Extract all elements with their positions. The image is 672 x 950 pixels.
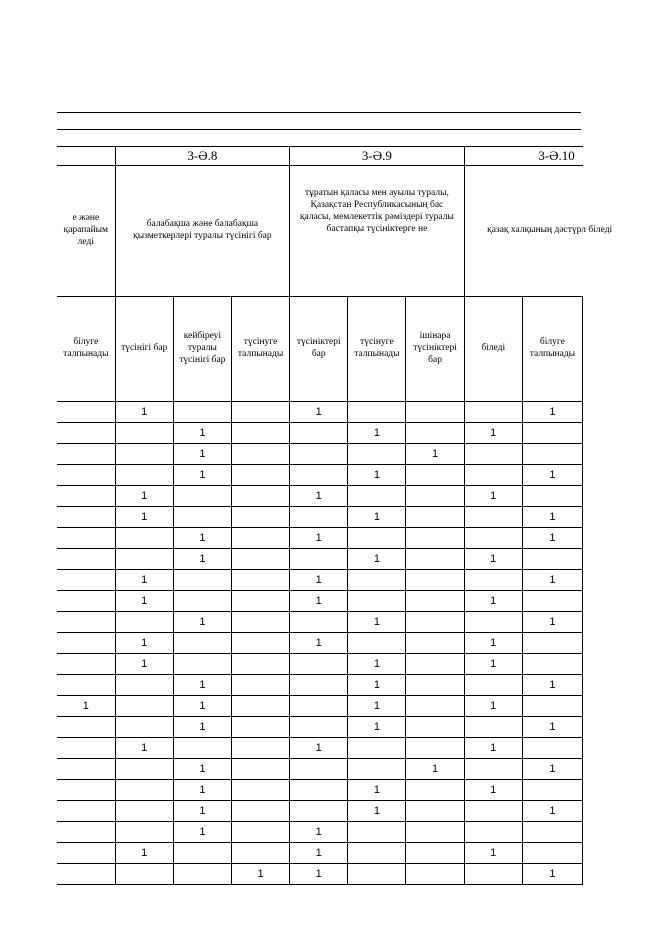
table-cell: 1: [348, 549, 406, 570]
table-cell: [406, 612, 464, 633]
topic-partial-line-2: қарапайым: [63, 225, 109, 236]
assessment-table: [57, 146, 613, 885]
table-cell: [115, 822, 173, 843]
table-cell: 1: [173, 822, 231, 843]
table-cell: [231, 465, 289, 486]
table-cell: [348, 528, 406, 549]
table-cell: [231, 822, 289, 843]
table-cell: 1: [348, 423, 406, 444]
table-cell: 1: [290, 528, 348, 549]
table-cell: [522, 423, 582, 444]
table-cell: [348, 486, 406, 507]
subheader-5: түсінуге талпынады: [348, 297, 406, 402]
table-cell: [115, 696, 173, 717]
code-cell-partial: [57, 147, 115, 166]
table-row: [57, 402, 583, 423]
table-cell: [464, 528, 522, 549]
table-cell: 1: [115, 486, 173, 507]
table-cell: [406, 486, 464, 507]
table-cell: 1: [348, 717, 406, 738]
table-cell: [406, 549, 464, 570]
table-row: [57, 654, 583, 675]
table-cell: [57, 738, 115, 759]
table-cell: [231, 780, 289, 801]
table-row: [57, 717, 583, 738]
table-cell: [522, 486, 582, 507]
table-cell: 1: [522, 612, 582, 633]
table-cell: [348, 738, 406, 759]
subheader-6: ішінара түсініктері бар: [406, 297, 464, 402]
table-cell: 1: [348, 612, 406, 633]
table-cell: [522, 843, 582, 864]
table-cell: [290, 507, 348, 528]
code-row: [57, 147, 583, 166]
table-cell: [231, 528, 289, 549]
table-cell: 1: [290, 738, 348, 759]
table-cell: [57, 486, 115, 507]
table-cell: [57, 444, 115, 465]
table-row: [57, 759, 583, 780]
table-cell: 1: [115, 402, 173, 423]
table-cell: 1: [348, 654, 406, 675]
table-cell: 1: [522, 801, 582, 822]
table-cell: 1: [464, 843, 522, 864]
topic-3a10: [464, 166, 613, 297]
table-cell: 1: [115, 843, 173, 864]
table-cell: 1: [115, 633, 173, 654]
table-cell: [115, 864, 173, 885]
subheader-row: [57, 297, 583, 402]
topic-3a8-text: балабақша және балабақша қызметкерлері туралы түсінігі бар: [133, 219, 272, 241]
table-cell: [57, 402, 115, 423]
table-cell: [173, 507, 231, 528]
table-cell: 1: [348, 465, 406, 486]
topic-row: [57, 166, 583, 297]
table-row: [57, 675, 583, 696]
table-row: [57, 801, 583, 822]
topic-partial-line-3: леді: [77, 236, 94, 247]
topic-3a9: [290, 166, 465, 297]
table-cell: [115, 549, 173, 570]
table-row: [57, 444, 583, 465]
table-cell: [115, 759, 173, 780]
table-cell: 1: [173, 444, 231, 465]
table-row: [57, 486, 583, 507]
table-cell: [57, 591, 115, 612]
table-cell: 1: [290, 486, 348, 507]
table-cell: 1: [464, 780, 522, 801]
table-cell: [464, 612, 522, 633]
table-cell: [57, 801, 115, 822]
table-cell: [231, 423, 289, 444]
table-cell: [290, 696, 348, 717]
table-cell: [57, 780, 115, 801]
table-cell: [406, 696, 464, 717]
table-row: [57, 507, 583, 528]
table-cell: 1: [57, 696, 115, 717]
table-cell: [464, 675, 522, 696]
table-cell: [231, 717, 289, 738]
table-cell: [522, 738, 582, 759]
table-cell: [406, 465, 464, 486]
table-cell: 1: [464, 549, 522, 570]
table-cell: [173, 633, 231, 654]
table-cell: 1: [115, 591, 173, 612]
table-cell: 1: [522, 675, 582, 696]
table-cell: 1: [173, 675, 231, 696]
table-cell: 1: [522, 507, 582, 528]
table-cell: 1: [406, 759, 464, 780]
table-cell: [173, 591, 231, 612]
table-cell: [406, 570, 464, 591]
table-cell: 1: [406, 444, 464, 465]
table-cell: [406, 528, 464, 549]
table-cell: [290, 612, 348, 633]
table-cell: [57, 549, 115, 570]
table-cell: [173, 738, 231, 759]
code-3a10: [464, 147, 582, 166]
table-cell: [290, 549, 348, 570]
table-cell: [406, 654, 464, 675]
table-cell: [348, 444, 406, 465]
table-row: [57, 843, 583, 864]
table-cell: [348, 591, 406, 612]
table-cell: [290, 780, 348, 801]
table-cell: [522, 822, 582, 843]
table-cell: 1: [522, 465, 582, 486]
table-cell: [406, 675, 464, 696]
subheader-7: біледі: [464, 297, 522, 402]
table-cell: 1: [290, 843, 348, 864]
subheader-8: білуге талпынады: [522, 297, 582, 402]
table-cell: [115, 528, 173, 549]
table-cell: [231, 444, 289, 465]
table-cell: 1: [464, 591, 522, 612]
table-cell: [231, 675, 289, 696]
subheader-0: білуге талпынады: [57, 297, 115, 402]
table-cell: [231, 507, 289, 528]
table-cell: [406, 822, 464, 843]
table-row: [57, 549, 583, 570]
subheader-4: түсініктері бар: [290, 297, 348, 402]
topic-3a9-text: тұратын қаласы мен ауылы туралы, Қазақстан Республикасының бас қаласы, мемлекеттік рәміздері туралы бастапқы түсініктерге не: [299, 188, 454, 234]
table-cell: 1: [173, 759, 231, 780]
table-cell: 1: [115, 570, 173, 591]
table-cell: 1: [348, 696, 406, 717]
table-cell: 1: [348, 507, 406, 528]
table-cell: [522, 549, 582, 570]
table-cell: 1: [290, 864, 348, 885]
table-cell: 1: [173, 801, 231, 822]
table-cell: [464, 507, 522, 528]
table-cell: [231, 402, 289, 423]
table-cell: [406, 423, 464, 444]
table-cell: [173, 402, 231, 423]
table-row: [57, 822, 583, 843]
table-cell: [464, 717, 522, 738]
table-cell: [406, 507, 464, 528]
table-cell: [348, 759, 406, 780]
table-cell: [522, 591, 582, 612]
table-cell: 1: [464, 423, 522, 444]
table-cell: [290, 423, 348, 444]
table-cell: [406, 864, 464, 885]
table-cell: [231, 843, 289, 864]
table-cell: 1: [464, 738, 522, 759]
table-row: [57, 696, 583, 717]
table-cell: [464, 570, 522, 591]
table-cell: 1: [115, 507, 173, 528]
table-cell: 1: [173, 423, 231, 444]
table-cell: [464, 465, 522, 486]
table-cell: [290, 465, 348, 486]
table-row: [57, 591, 583, 612]
table-cell: [464, 444, 522, 465]
table-cell: 1: [173, 549, 231, 570]
table-cell: [173, 570, 231, 591]
table-cell: 1: [290, 570, 348, 591]
table-cell: [406, 843, 464, 864]
table-row: [57, 465, 583, 486]
table-cell: [115, 780, 173, 801]
table-cell: 1: [115, 654, 173, 675]
table-cell: [231, 591, 289, 612]
topic-partial-line-1: е және: [72, 213, 100, 224]
table-cell: [290, 801, 348, 822]
table-cell: [290, 654, 348, 675]
table-cell: 1: [348, 675, 406, 696]
table-cell: [348, 822, 406, 843]
table-cell: [406, 801, 464, 822]
table-cell: [522, 444, 582, 465]
topic-3a8: [115, 166, 290, 297]
table-cell: [173, 843, 231, 864]
table-row: [57, 738, 583, 759]
table-cell: [231, 633, 289, 654]
table-cell: [231, 801, 289, 822]
table-cell: [57, 612, 115, 633]
table-cell: 1: [522, 528, 582, 549]
table-cell: [57, 654, 115, 675]
table-cell: [231, 759, 289, 780]
table-cell: [57, 570, 115, 591]
table-cell: [348, 843, 406, 864]
code-3a10-text: 3-Ә.10: [538, 148, 575, 163]
table-cell: 1: [115, 738, 173, 759]
table-cell: [290, 444, 348, 465]
table-cell: [406, 780, 464, 801]
table-cell: [348, 633, 406, 654]
table-cell: 1: [173, 528, 231, 549]
table-cell: 1: [464, 696, 522, 717]
table-cell: [522, 654, 582, 675]
table-cell: [406, 402, 464, 423]
table-cell: [290, 717, 348, 738]
subheader-2: кейбіреуі туралы түсінігі бар: [173, 297, 231, 402]
table-row: [57, 570, 583, 591]
table-cell: [115, 675, 173, 696]
table-cell: [115, 801, 173, 822]
table-cell: [57, 528, 115, 549]
table-cell: 1: [348, 801, 406, 822]
table-cell: [57, 717, 115, 738]
table-cell: 1: [522, 759, 582, 780]
table-cell: [406, 717, 464, 738]
table-cell: [464, 402, 522, 423]
topic-partial-left: [57, 166, 115, 297]
table-cell: [464, 759, 522, 780]
table-cell: [57, 843, 115, 864]
table-cell: 1: [231, 864, 289, 885]
table-cell: 1: [348, 780, 406, 801]
table-cell: 1: [173, 612, 231, 633]
table-cell: [231, 549, 289, 570]
table-cell: 1: [173, 696, 231, 717]
table-row: [57, 780, 583, 801]
table-cell: 1: [522, 570, 582, 591]
top-rule-1: [57, 112, 581, 113]
table-row: [57, 528, 583, 549]
table-cell: [406, 591, 464, 612]
table-cell: [57, 465, 115, 486]
table-cell: [464, 864, 522, 885]
table-cell: [115, 444, 173, 465]
table-row: [57, 423, 583, 444]
table-cell: [57, 864, 115, 885]
table-cell: [464, 822, 522, 843]
table-cell: [173, 654, 231, 675]
table-cell: [290, 759, 348, 780]
table-cell: 1: [290, 822, 348, 843]
code-3a8: 3-Ә.8: [115, 147, 290, 166]
code-3a9: 3-Ә.9: [290, 147, 465, 166]
subheader-3: түсінуге талпынады: [231, 297, 289, 402]
table-cell: [348, 402, 406, 423]
table-cell: 1: [290, 591, 348, 612]
table-cell: [57, 675, 115, 696]
table-cell: [522, 696, 582, 717]
table-cell: [290, 675, 348, 696]
table-row: [57, 633, 583, 654]
table-cell: [348, 864, 406, 885]
table-cell: [57, 423, 115, 444]
table-cell: [115, 423, 173, 444]
table-cell: 1: [464, 654, 522, 675]
table-cell: 1: [173, 465, 231, 486]
top-rule-2: [57, 129, 581, 130]
table-row: [57, 864, 583, 885]
table-cell: [231, 486, 289, 507]
table-cell: [57, 822, 115, 843]
subheader-1: түсінігі бар: [115, 297, 173, 402]
table-cell: [57, 633, 115, 654]
table-cell: 1: [522, 717, 582, 738]
table-cell: [348, 570, 406, 591]
table-cell: [406, 633, 464, 654]
table-cell: [115, 717, 173, 738]
table-cell: 1: [290, 402, 348, 423]
table-cell: [115, 465, 173, 486]
table-cell: [231, 570, 289, 591]
table-cell: [231, 738, 289, 759]
table-cell: 1: [464, 633, 522, 654]
table-cell: [464, 801, 522, 822]
table-cell: [115, 612, 173, 633]
table-row: [57, 612, 583, 633]
table-cell: [173, 486, 231, 507]
table-cell: [173, 864, 231, 885]
table-cell: [406, 738, 464, 759]
table-cell: [231, 696, 289, 717]
table-cell: [57, 759, 115, 780]
table-cell: [522, 633, 582, 654]
table-cell: 1: [173, 717, 231, 738]
table-cell: 1: [290, 633, 348, 654]
table-cell: 1: [173, 780, 231, 801]
table-cell: [522, 780, 582, 801]
table-cell: 1: [522, 402, 582, 423]
table-cell: [231, 612, 289, 633]
table-cell: 1: [464, 486, 522, 507]
table-cell: 1: [522, 864, 582, 885]
topic-3a10-text: қазақ халқының дәстүрл біледі: [487, 225, 613, 236]
table-cell: [231, 654, 289, 675]
table-cell: [57, 507, 115, 528]
